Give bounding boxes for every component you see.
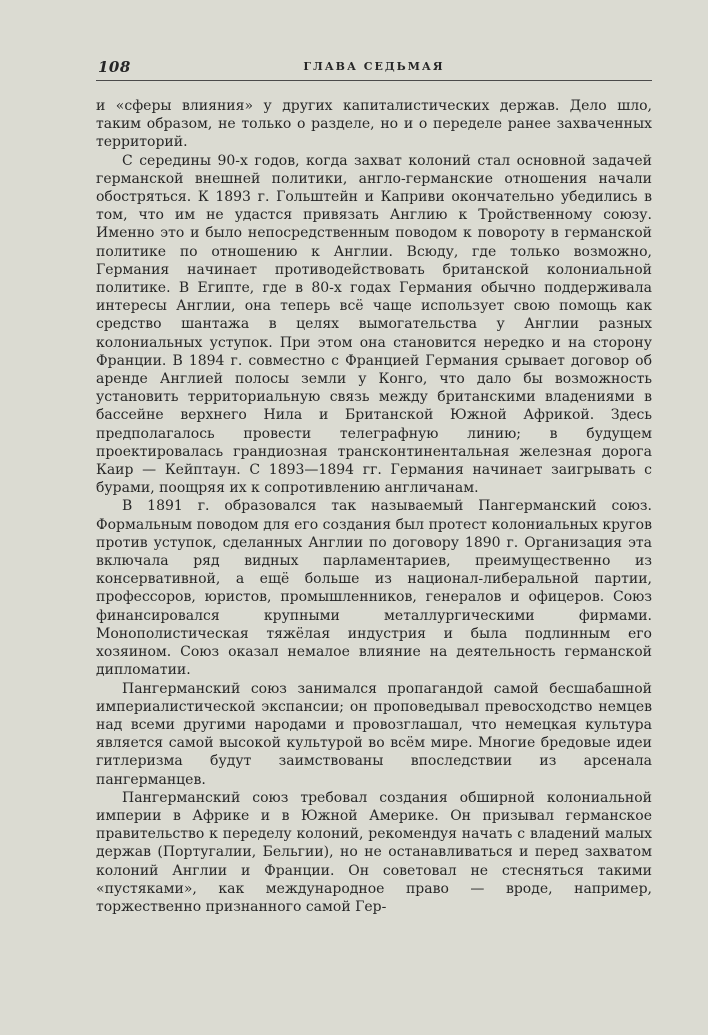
paragraph: В 1891 г. образовался так называемый Пангерманский союз. Формальным поводом для его создания был протест колониальных кругов против уступок, сделанных Англии по договору 1890 г. Организация эта включала ряд видных парламентариев, преимущественно из консервативной, а ещё больше из национал-либеральной партии, профессоров, юристов, промышленников, генералов и офицеров. Союз финансировался крупными металлургическими фирмами. Монополистическая тяжёлая индустрия и была подлинным его хозяином. Союз оказал немалое влияние на деятельность германской дипломатии. [96, 498, 652, 679]
body-text [96, 97, 652, 916]
running-head: ГЛАВА СЕДЬМАЯ [303, 60, 445, 73]
paragraph-continued: и «сферы влияния» у других капиталистических держав. Дело шло, таким образом, не только о разделе, но и о переделе ранее захваченных территорий. [96, 98, 652, 151]
page-header [96, 58, 652, 81]
page-number: 108 [98, 58, 131, 76]
paragraph: Пангерманский союз занимался пропагандой самой бесшабашной империалистической экспансии; он проповедывал превосходство немцев над всеми другими народами и провозглашал, что немецкая культура является самой высокой культурой во всём мире. Многие бредовые идеи гитлеризма будут заимствованы впоследствии из арсенала пангерманцев. [96, 680, 652, 788]
paragraph: Пангерманский союз требовал создания обширной колониальной империи в Африке и в Южной Америке. Он призывал германское правительство к переделу колоний, рекомендуя начать с владений малых держав (Португалии, Бельгии), но не останавливаться и перед захватом колоний Англии и Франции. Он советовал не стесняться такими «пустяками», как международное право — вроде, например, торжественно признанного самой Гер- [96, 789, 652, 915]
paragraph: С середины 90-х годов, когда захват колоний стал основной задачей германской внешней политики, англо-германские отношения начали обостряться. К 1893 г. Гольштейн и Каприви окончательно убедились в том, что им не удастся привязать Англию к Тройственному союзу. Именно это и было непосредственным поводом к повороту в германской политике по отношению к Англии. Всюду, где только возможно, Германия начинает противодействовать британской колониальной политике. В Египте, где в 80-х годах Германия обычно поддерживала интересы Англии, она теперь всё чаще использует свою помощь как средство шантажа в целях вымогательства у Англии разных колониальных уступок. При этом она становится нередко и на сторону Франции. В 1894 г. совместно с Францией Германия срывает договор об аренде Англией полосы земли у Конго, что дало бы возможность установить территориальную связь между британскими владениями в бассейне верхнего Нила и Британской Южной Африкой. Здесь предполагалось провести телеграфную линию; в будущем проектировалась грандиозная трансконтинентальная железная дорога Каир — Кейптаун. С 1893—1894 гг. Германия начинает заигрывать с бурами, поощряя их к сопротивлению англичанам. [96, 152, 652, 497]
